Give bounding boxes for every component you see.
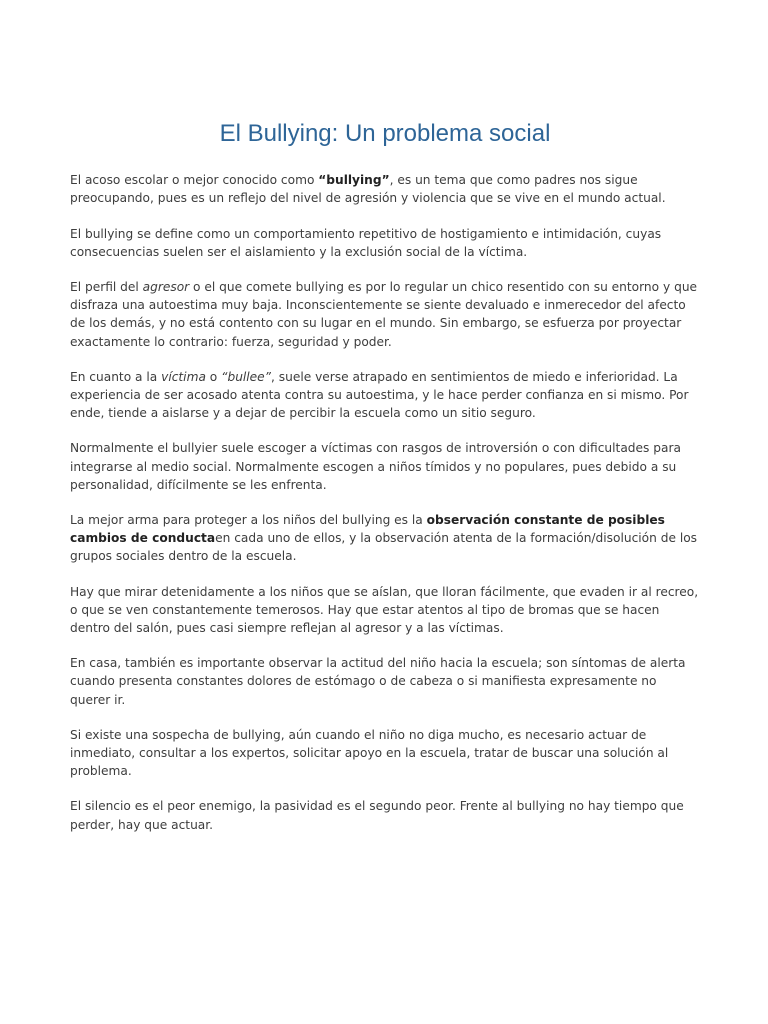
paragraph bbox=[70, 511, 700, 566]
text-run-bold: observación constante de posibles cambios de conducta bbox=[70, 513, 665, 546]
text-run-bold: “bullying” bbox=[318, 173, 390, 188]
paragraph bbox=[70, 654, 700, 709]
page-title: El Bullying: Un problema social bbox=[219, 120, 551, 147]
text-run: El bullying se define como un comportamiento repetitivo de hostigamiento e intimidación, cuyas consecuencias suelen ser el aislamiento y la exclusión social de la víctima. bbox=[70, 226, 662, 259]
text-run: Normalmente el bullyier suele escoger a víctimas con rasgos de introversión o con dificultades para integrarse al medio social. Normalmente escogen a niños tímidos y no populares, pues debido a su personalidad, difícilmente se les enfrenta. bbox=[70, 441, 681, 492]
text-run: En casa, también es importante observar la actitud del niño hacia la escuela; son síntomas de alerta cuando presenta constantes dolores de estómago o de cabeza o si manifiesta expresamente no querer ir. bbox=[70, 656, 686, 707]
text-run-italic: “bullee” bbox=[221, 369, 271, 384]
text-run: El acoso escolar o mejor conocido como bbox=[70, 173, 319, 188]
paragraph bbox=[70, 225, 700, 261]
paragraph bbox=[70, 439, 700, 494]
paragraph bbox=[70, 726, 700, 781]
text-run: Si existe una sospecha de bullying, aún cuando el niño no diga mucho, es necesario actuar de inmediato, consultar a los expertos, solicitar apoyo en la escuela, tratar de buscar una solución al problema. bbox=[70, 727, 669, 779]
paragraph bbox=[70, 797, 700, 833]
text-run: , es un tema que como padres nos sigue preocupando, pues es un reflejo del nivel de agresión y violencia que se vive en el mundo actual. bbox=[70, 173, 666, 206]
text-run: Hay que mirar detenidamente a los niños que se aíslan, que lloran fácilmente, que evaden ir al recreo, o que se ven constantemente temerosos. Hay que estar atentos al tipo de bromas que se hacen dentro del salón, pues casi siempre reflejan al agresor y a las víctimas. bbox=[70, 584, 699, 636]
text-run: o bbox=[205, 369, 222, 384]
paragraph bbox=[70, 368, 700, 423]
paragraph bbox=[70, 583, 700, 638]
text-run-italic: víctima bbox=[161, 369, 206, 384]
text-run: La mejor arma para proteger a los niños del bullying es la bbox=[70, 513, 427, 528]
paragraph bbox=[70, 278, 700, 351]
paragraph bbox=[70, 171, 700, 207]
text-run: El silencio es el peor enemigo, la pasividad es el segundo peor. Frente al bullying no hay tiempo que perder, hay que actuar. bbox=[70, 799, 684, 832]
text-run: o el que comete bullying es por lo regular un chico resentido con su entorno y que disfraza una autoestima muy baja. Inconscientemente se siente devaluado e inmerecedor del afecto de los demás, y no está contento con su lugar en el mundo. Sin embargo, se esfuerza por proyectar exactamente lo contrario: fuerza, seguridad y poder. bbox=[70, 280, 698, 349]
text-run: En cuanto a la bbox=[70, 369, 162, 384]
text-run: en cada uno de ellos, y la observación atenta de la formación/disolución de los grupos sociales dentro de la escuela. bbox=[70, 531, 698, 564]
text-run: El perfil del bbox=[70, 280, 143, 294]
text-run: , suele verse atrapado en sentimientos de miedo e inferioridad. La experiencia de ser acosado atenta contra su autoestima, y le hace perder confianza en si mismo. Por ende, tiende a aislarse y a dejar de percibir la escuela como un sitio seguro. bbox=[70, 369, 689, 421]
text-run-italic: agresor bbox=[142, 280, 190, 294]
